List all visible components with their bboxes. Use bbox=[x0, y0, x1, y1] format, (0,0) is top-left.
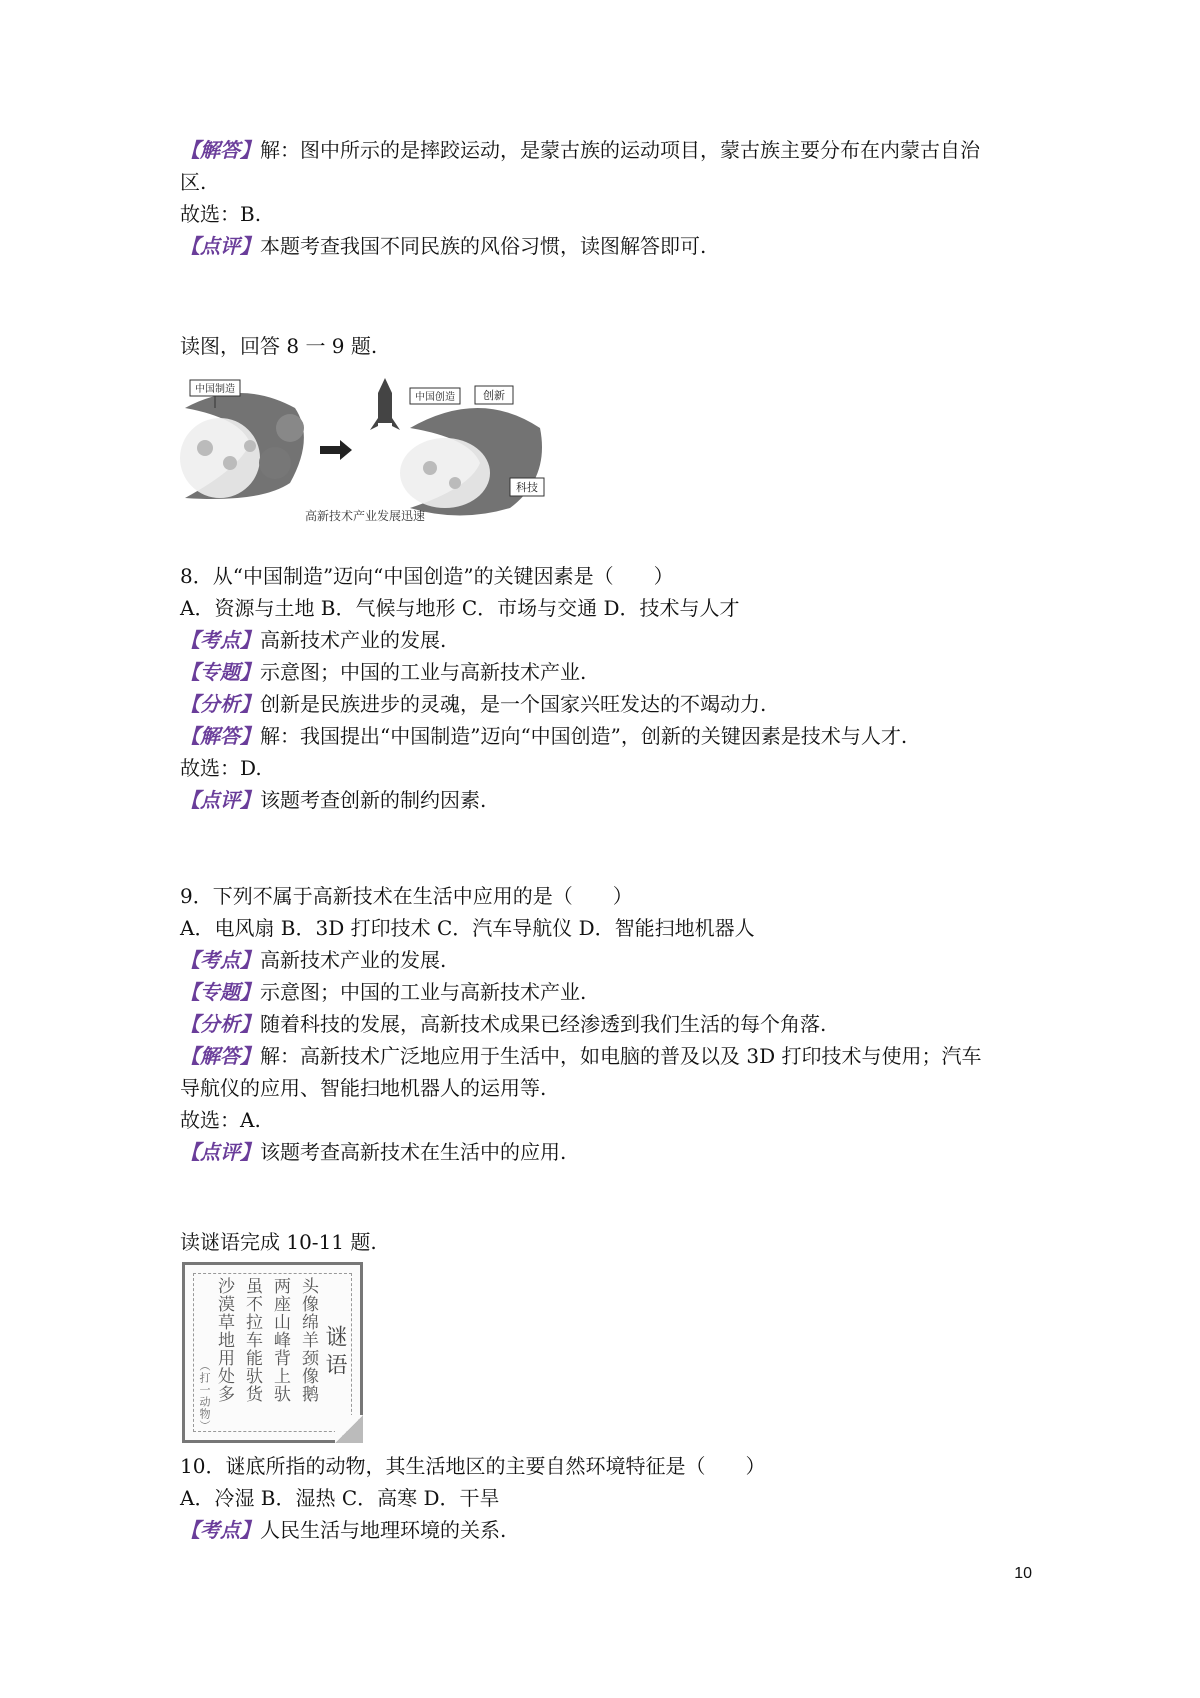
riddle-title: 谜语 bbox=[322, 1325, 347, 1381]
answer-tag: 【解答】 bbox=[180, 138, 260, 162]
q8-stem: 8．从“中国制造”迈向“中国创造”的关键因素是（ ） bbox=[180, 564, 674, 588]
q9-jieda-cont: 导航仪的应用、智能扫地机器人的运用等. bbox=[180, 1076, 547, 1100]
comment-text: 本题考查我国不同民族的风俗习惯，读图解答即可. bbox=[260, 234, 707, 258]
comment-line bbox=[180, 230, 1040, 262]
q8-fenxi: 【分析】创新是民族进步的灵魂，是一个国家兴旺发达的不竭动力. bbox=[180, 692, 767, 716]
q10-options: A．冷湿 B．湿热 C．高寒 D．干旱 bbox=[180, 1486, 500, 1510]
q9-stem: 9．下列不属于高新技术在生活中应用的是（ ） bbox=[180, 884, 633, 908]
riddle-line-1: 头像绵羊颈像鹅 bbox=[298, 1277, 318, 1403]
riddle-line-4: 沙漠草地用处多 bbox=[214, 1277, 234, 1403]
riddle-line-3: 虽不拉车能驮货 bbox=[242, 1277, 262, 1403]
hightech-illustration bbox=[180, 368, 550, 526]
figure-caption: 高新技术产业发展迅速 bbox=[304, 509, 426, 523]
label-created-in-china: 中国创造 bbox=[415, 392, 455, 403]
q8-options: A．资源与土地 B．气候与地形 C．市场与交通 D．技术与人才 bbox=[180, 596, 740, 620]
intro-10-11: 读谜语完成 10-11 题. bbox=[180, 1230, 377, 1254]
q8-jieda: 【解答】解：我国提出“中国制造”迈向“中国创造”，创新的关键因素是技术与人才. bbox=[180, 724, 908, 748]
choice-line: 故选：B. bbox=[180, 202, 262, 226]
label-made-in-china: 中国制造 bbox=[195, 384, 235, 395]
q9-jieda: 【解答】解：高新技术广泛地应用于生活中，如电脑的普及以及 3D 打印技术与使用；汽车 bbox=[180, 1044, 982, 1068]
page-fold-icon bbox=[335, 1415, 363, 1443]
q9-choice: 故选：A. bbox=[180, 1108, 261, 1132]
q9-zhuanti: 【专题】示意图；中国的工业与高新技术产业. bbox=[180, 980, 587, 1004]
intro-8-9: 读图，回答 8 一 9 题. bbox=[180, 334, 378, 358]
riddle-hint: （打一动物） bbox=[198, 1360, 211, 1432]
comment-tag: 【点评】 bbox=[180, 234, 260, 258]
q9-kaodian: 【考点】高新技术产业的发展. bbox=[180, 948, 447, 972]
answer-line-cont: 区. bbox=[180, 170, 207, 194]
answer-line bbox=[180, 134, 1040, 166]
riddle-card bbox=[182, 1262, 363, 1443]
q9-options: A．电风扇 B．3D 打印技术 C．汽车导航仪 D．智能扫地机器人 bbox=[180, 916, 755, 940]
q8-dianping: 【点评】该题考查创新的制约因素. bbox=[180, 788, 487, 812]
riddle-line-2: 两座山峰背上驮 bbox=[270, 1277, 290, 1403]
answer-text: 解：图中所示的是摔跤运动，是蒙古族的运动项目，蒙古族主要分布在内蒙古自治 bbox=[260, 138, 980, 162]
q9-fenxi: 【分析】随着科技的发展，高新技术成果已经渗透到我们生活的每个角落. bbox=[180, 1012, 827, 1036]
q8-kaodian: 【考点】高新技术产业的发展. bbox=[180, 628, 447, 652]
label-innovation: 创新 bbox=[483, 389, 505, 402]
page-number: 10 bbox=[1014, 1565, 1032, 1582]
q8-zhuanti: 【专题】示意图；中国的工业与高新技术产业. bbox=[180, 660, 587, 684]
q8-choice: 故选：D. bbox=[180, 756, 262, 780]
q10-kaodian: 【考点】人民生活与地理环境的关系. bbox=[180, 1518, 507, 1542]
q10-stem: 10．谜底所指的动物，其生活地区的主要自然环境特征是（ ） bbox=[180, 1454, 766, 1478]
label-technology: 科技 bbox=[516, 481, 538, 494]
q9-dianping: 【点评】该题考查高新技术在生活中的应用. bbox=[180, 1140, 567, 1164]
